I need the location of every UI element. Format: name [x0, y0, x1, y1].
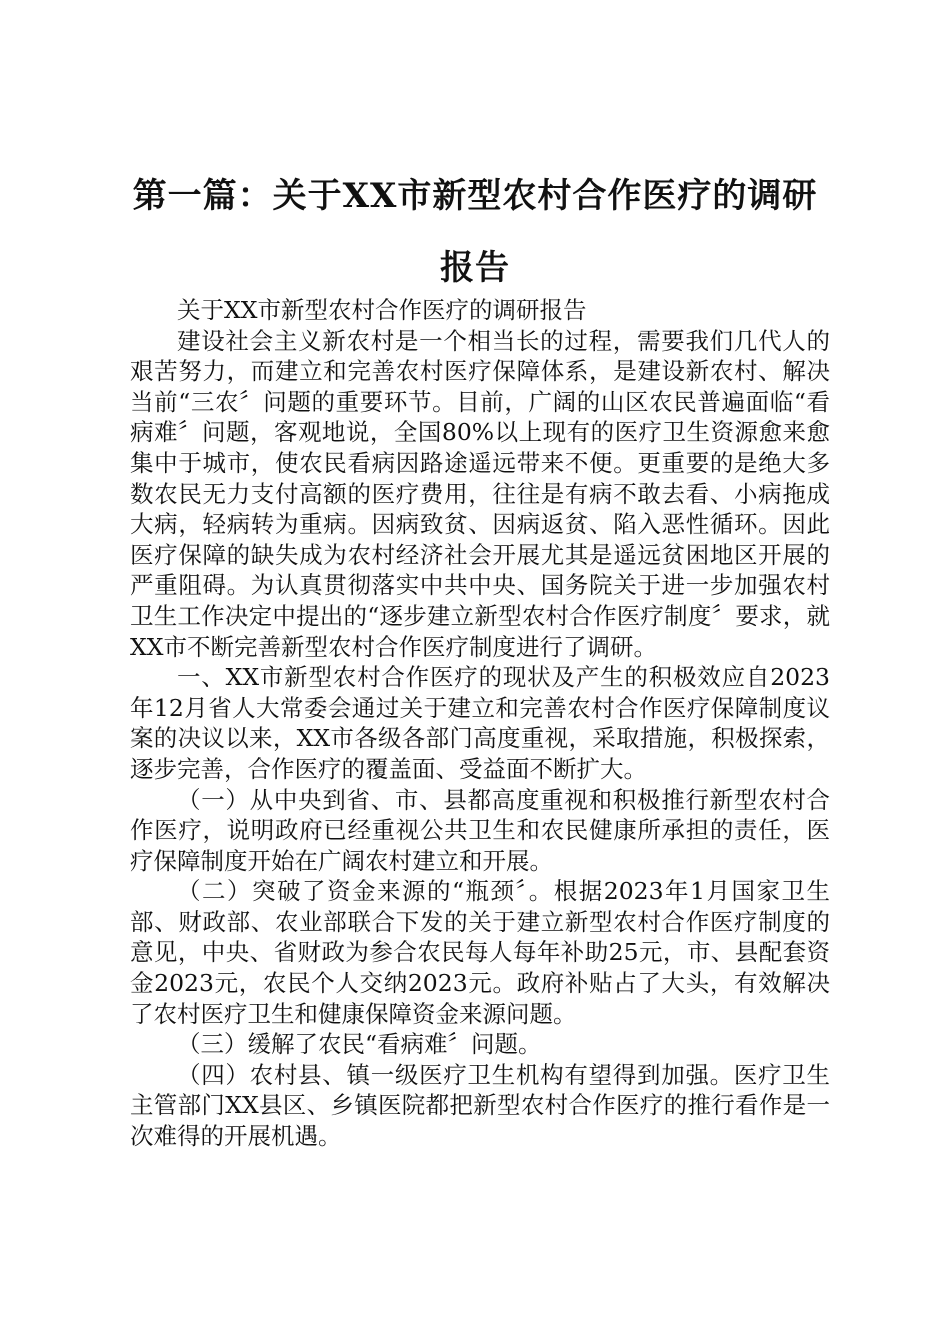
paragraph-point-one: （一）从中央到省、市、县都高度重视和积极推行新型农村合作医疗，说明政府已经重视公共卫生和农民健康所承担的责任，医疗保障制度开始在广阔农村建立和开展。	[130, 785, 830, 875]
document-title: 第一篇：关于XX市新型农村合作医疗的调研报告	[132, 176, 818, 288]
paragraph-section-one: 一、XX市新型农村合作医疗的现状及产生的积极效应自2023年12月省人大常委会通过关于建立和完善农村合作医疗保障制度议案的决议以来，XX市各级各部门高度重视，采取措施，积极探索，逐步完善，合作医疗的覆盖面、受益面不断扩大。	[130, 663, 830, 783]
document-body	[130, 295, 830, 1152]
paragraph-introduction: 建设社会主义新农村是一个相当长的过程，需要我们几代人的艰苦努力，而建立和完善农村医疗保障体系，是建设新农村、解决当前“三农〞问题的重要环节。目前，广阔的山区农民普遍面临“看病难〞问题，客观地说，全国80%以上现有的医疗卫生资源愈来愈集中于城市，使农民看病因路途遥远带来不便。更重要的是绝大多数农民无力支付高额的医疗费用，往往是有病不敢去看、小病拖成大病，轻病转为重病。因病致贫、因病返贫、陷入恶性循环。因此医疗保障的缺失成为农村经济社会开展尤其是遥远贫困地区开展的严重阻碍。为认真贯彻落实中共中央、国务院关于进一步加强农村卫生工作决定中提出的“逐步建立新型农村合作医疗制度〞要求，就XX市不断完善新型农村合作医疗制度进行了调研。	[130, 326, 830, 661]
paragraph-point-four: （四）农村县、镇一级医疗卫生机构有望得到加强。医疗卫生主管部门XX县区、乡镇医院都把新型农村合作医疗的推行看作是一次难得的开展机遇。	[130, 1060, 830, 1151]
paragraph-point-two: （二）突破了资金来源的“瓶颈〞。根据2023年1月国家卫生部、财政部、农业部联合下发的关于建立新型农村合作医疗制度的意见，中央、省财政为参合农民每人每年补助25元，市、县配套资金2023元，农民个人交纳2023元。政府补贴占了大头，有效解决了农村医疗卫生和健康保障资金来源问题。	[130, 877, 830, 1028]
paragraph-subtitle: 关于XX市新型农村合作医疗的调研报告	[177, 296, 587, 324]
paragraph-point-three: （三）缓解了农民“看病难〞问题。	[177, 1030, 542, 1059]
